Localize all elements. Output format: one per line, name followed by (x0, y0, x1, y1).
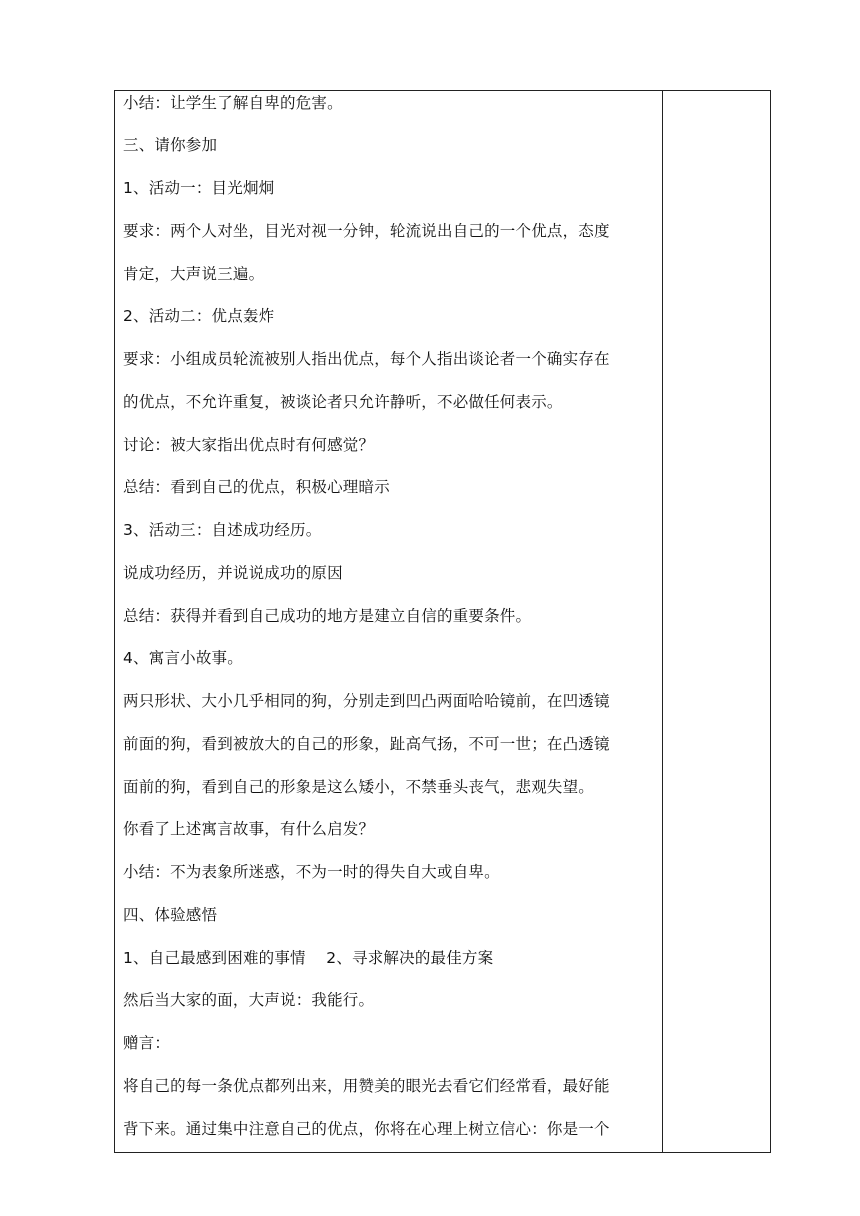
text-line: 总结：看到自己的优点，积极心理暗示 (123, 478, 390, 496)
content-cell (115, 91, 662, 1152)
notes-cell (663, 91, 770, 1152)
text-line: 肯定，大声说三遍。 (123, 265, 265, 283)
text-line: 4、寓言小故事。 (123, 649, 243, 667)
text-line: 面前的狗，看到自己的形象是这么矮小，不禁垂头丧气，悲观失望。 (123, 778, 595, 796)
text-line: 将自己的每一条优点都列出来，用赞美的眼光去看它们经常看，最好能 (123, 1077, 610, 1095)
text-line: 说成功经历，并说说成功的原因 (123, 564, 343, 582)
text-line: 3、活动三：自述成功经历。 (123, 521, 322, 539)
text-line: 前面的狗，看到被放大的自己的形象，趾高气扬，不可一世；在凸透镜 (123, 735, 610, 753)
section-heading: 四、体验感悟 (123, 906, 218, 924)
text-line: 2、活动二：优点轰炸 (123, 307, 275, 325)
text-line: 讨论：被大家指出优点时有何感觉？ (123, 436, 375, 454)
section-heading: 三、请你参加 (123, 136, 218, 154)
text-line: 要求：两个人对坐，目光对视一分钟，轮流说出自己的一个优点，态度 (123, 222, 610, 240)
text-line: 两只形状、大小几乎相同的狗，分别走到凹凸两面哈哈镜前，在凹透镜 (123, 692, 610, 710)
text-line: 背下来。通过集中注意自己的优点，你将在心理上树立信心：你是一个 (123, 1120, 610, 1138)
text-line: 的优点，不允许重复，被谈论者只允许静听，不必做任何表示。 (123, 393, 563, 411)
text-line: 小结：不为表象所迷惑，不为一时的得失自大或自卑。 (123, 863, 500, 881)
text-line: 总结：获得并看到自己成功的地方是建立自信的重要条件。 (123, 607, 532, 625)
text-line: 小结：让学生了解自卑的危害。 (123, 94, 343, 112)
text-line: 你看了上述寓言故事，有什么启发？ (123, 820, 375, 838)
text-line: 1、活动一：目光炯炯 (123, 179, 275, 197)
text-line: 然后当大家的面，大声说：我能行。 (123, 991, 375, 1009)
text-line: 1、自己最感到困难的事情 2、寻求解决的最佳方案 (123, 949, 494, 967)
text-line: 要求：小组成员轮流被别人指出优点，每个人指出谈论者一个确实存在 (123, 350, 610, 368)
lesson-table (114, 90, 771, 1153)
text-line: 赠言： (123, 1034, 171, 1052)
